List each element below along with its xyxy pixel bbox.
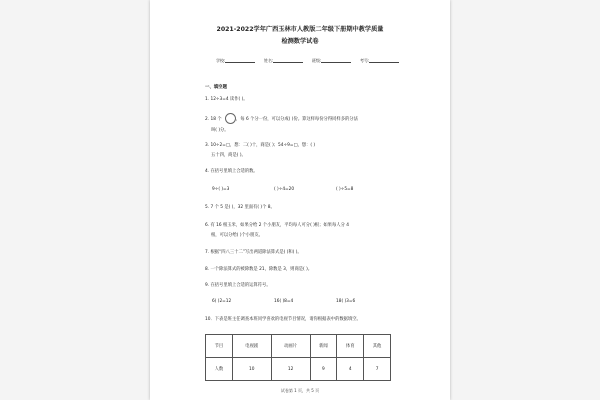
question-9: 9. 在括号里填上合适的运算符号。 [205,283,271,288]
table-header-cell: 电视剧 [232,335,271,358]
table-header-cell: 其他 [364,335,391,358]
info-school [216,58,255,63]
corn-picture-icon [225,113,236,124]
exam-title-line2: 检测数学试卷 [281,38,319,45]
info-exam-no-line[interactable] [369,58,399,63]
info-name [264,58,303,63]
q4-item-1: 9÷( )=3 [212,187,230,192]
info-name-label: 姓名: [264,58,274,63]
question-6: 6. 有 16 根玉米，如果分给 2 个小朋友，平均每人可分( )根；如果每人分 4 [205,223,349,228]
table-cell: 4 [337,358,364,381]
table-header-cell: 动画片 [271,335,310,358]
table-header-cell: 新闻 [310,335,337,358]
page-footer: 试卷第 1 页，共 5 页 [280,388,320,393]
question-4: 4. 在括号里填上合适的数。 [205,169,258,174]
table-row [206,358,391,381]
exam-page [150,0,450,400]
tv-program-table [205,334,391,381]
question-3: 3. 10÷2=□，想：二( )十，商是( )；54÷9=□，想：( ) [205,143,316,148]
question-10: 10．下表是班主任调查本班同学喜欢的电视节目情况，请你根据表中的数据填空。 [205,317,361,322]
question-3-cont: 五十四，商是( )。 [211,153,246,158]
table-header-row [206,335,391,358]
table-cell: 9 [310,358,337,381]
question-2-start: 2. 18 个 [205,117,222,122]
q9-item-3: 18( )3=6 [336,299,356,304]
info-name-line[interactable] [273,58,303,63]
question-8: 8. 一个除法算式的被除数是 21，除数是 3，则商是( )。 [205,267,313,272]
table-cell: 7 [364,358,391,381]
question-2-rest: ，每 6 个分一份，可以分成( )份。算这样每份分得同样多的分法 [236,117,358,122]
q9-item-2: 16( )8=4 [274,299,294,304]
info-school-line[interactable] [225,58,255,63]
table-row-label: 人数 [206,358,233,381]
section-fill-in-blank: 一、填空题 [205,85,227,90]
info-exam-no [360,58,399,63]
question-5: 5. 7 个 5 是( )，32 里面有( )个 8。 [205,205,275,210]
question-7: 7. 根据“四八三十二”写出两道除法算式是( )和( )。 [205,250,302,255]
info-class-line[interactable] [321,58,351,63]
info-class-label: 班级: [312,58,322,63]
info-exam-no-label: 考号: [360,58,370,63]
question-1: 1. 12÷3=4 读作( )。 [205,97,248,102]
q4-item-3: ( )÷5=8 [336,187,354,192]
table-cell: 10 [232,358,271,381]
info-class [312,58,351,63]
question-2-cont: 叫( )分。 [211,128,229,133]
table-cell: 12 [271,358,310,381]
info-school-label: 学校: [216,58,226,63]
q4-item-2: ( )÷4=20 [274,187,295,192]
table-header-cell: 体育 [337,335,364,358]
table-header-cell: 节目 [206,335,233,358]
q9-item-1: 6( )2=12 [212,299,232,304]
exam-title-line1: 2021-2022学年广西玉林市人教版二年级下册期中教学质量 [216,26,384,33]
question-6-cont: 根，可以分给( )个小朋友。 [211,233,263,238]
